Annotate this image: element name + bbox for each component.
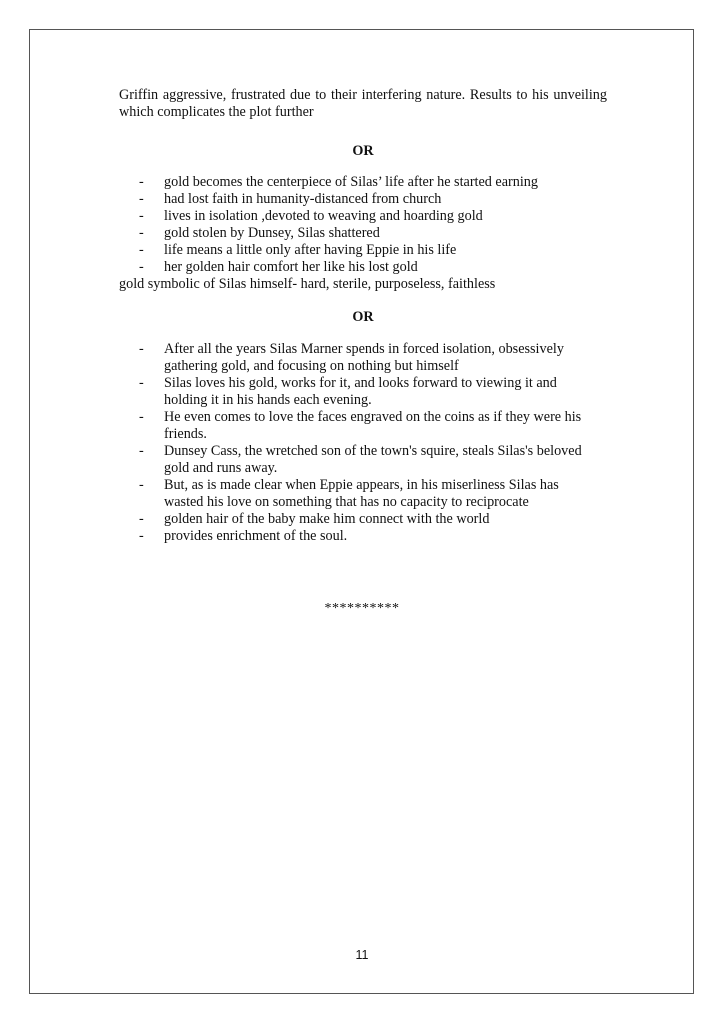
- end-of-section-marker: **********: [324, 601, 400, 616]
- list-item-text: gold becomes the centerpiece of Silas’ life after he started earning: [164, 174, 538, 190]
- list-item: [119, 259, 607, 276]
- bullet-list-silas-gold: [119, 341, 607, 545]
- list-item-text: Dunsey Cass, the wretched son of the town's squire, steals Silas's beloved gold and runs away.: [164, 443, 582, 476]
- list-item-text: He even comes to love the faces engraved on the coins as if they were his friends.: [164, 409, 582, 442]
- bullet-dash: -: [139, 409, 144, 425]
- or-separator: OR: [352, 143, 374, 159]
- page-number: 11: [355, 948, 369, 962]
- list-item-text: Silas loves his gold, works for it, and looks forward to viewing it and holding it in his hands each evening.: [164, 375, 557, 408]
- list-item-text: her golden hair comfort her like his lost gold: [164, 259, 418, 275]
- page-content: [119, 87, 607, 545]
- list-item: [119, 208, 607, 225]
- intro-paragraph: Griffin aggressive, frustrated due to their interfering nature. Results to his unveiling which complicates the plot further: [119, 87, 607, 120]
- bullet-dash: -: [139, 259, 144, 275]
- bullet-dash: -: [139, 225, 144, 241]
- bullet-dash: -: [139, 191, 144, 207]
- bullet-dash: -: [139, 375, 144, 391]
- list-item-text: lives in isolation ,devoted to weaving and hoarding gold: [164, 208, 483, 224]
- bullet-dash: -: [139, 341, 144, 357]
- list-item: [119, 242, 607, 259]
- list-item: [119, 341, 607, 375]
- list-item: [119, 477, 607, 511]
- bullet-list-gold-importance: [119, 174, 607, 276]
- bullet-dash: -: [139, 511, 144, 527]
- list-item-text: provides enrichment of the soul.: [164, 528, 348, 544]
- list-item-text: life means a little only after having Eppie in his life: [164, 242, 457, 258]
- or-separator: OR: [352, 309, 374, 325]
- bullet-dash: -: [139, 443, 144, 459]
- list-item: [119, 528, 607, 545]
- bullet-dash: -: [139, 174, 144, 190]
- bullet-dash: -: [139, 208, 144, 224]
- list-item: [119, 225, 607, 242]
- bullet-dash: -: [139, 477, 144, 493]
- list-item: [119, 375, 607, 409]
- list-item-text: golden hair of the baby make him connect with the world: [164, 511, 490, 527]
- bullet-dash: -: [139, 242, 144, 258]
- list-item: [119, 511, 607, 528]
- list-item-text: After all the years Silas Marner spends in forced isolation, obsessively gathering gold, and focusing on nothing but himself: [164, 341, 564, 374]
- bullet-dash: -: [139, 528, 144, 544]
- list-item: [119, 191, 607, 208]
- list-item: [119, 409, 607, 443]
- list-item: [119, 443, 607, 477]
- list-item: [119, 174, 607, 191]
- list-item-text: gold stolen by Dunsey, Silas shattered: [164, 225, 380, 241]
- list-item-text: had lost faith in humanity-distanced from church: [164, 191, 442, 207]
- summary-line: gold symbolic of Silas himself- hard, sterile, purposeless, faithless: [119, 276, 496, 292]
- list-item-text: But, as is made clear when Eppie appears, in his miserliness Silas has wasted his love on something that has no capacity to reciprocate: [164, 477, 559, 510]
